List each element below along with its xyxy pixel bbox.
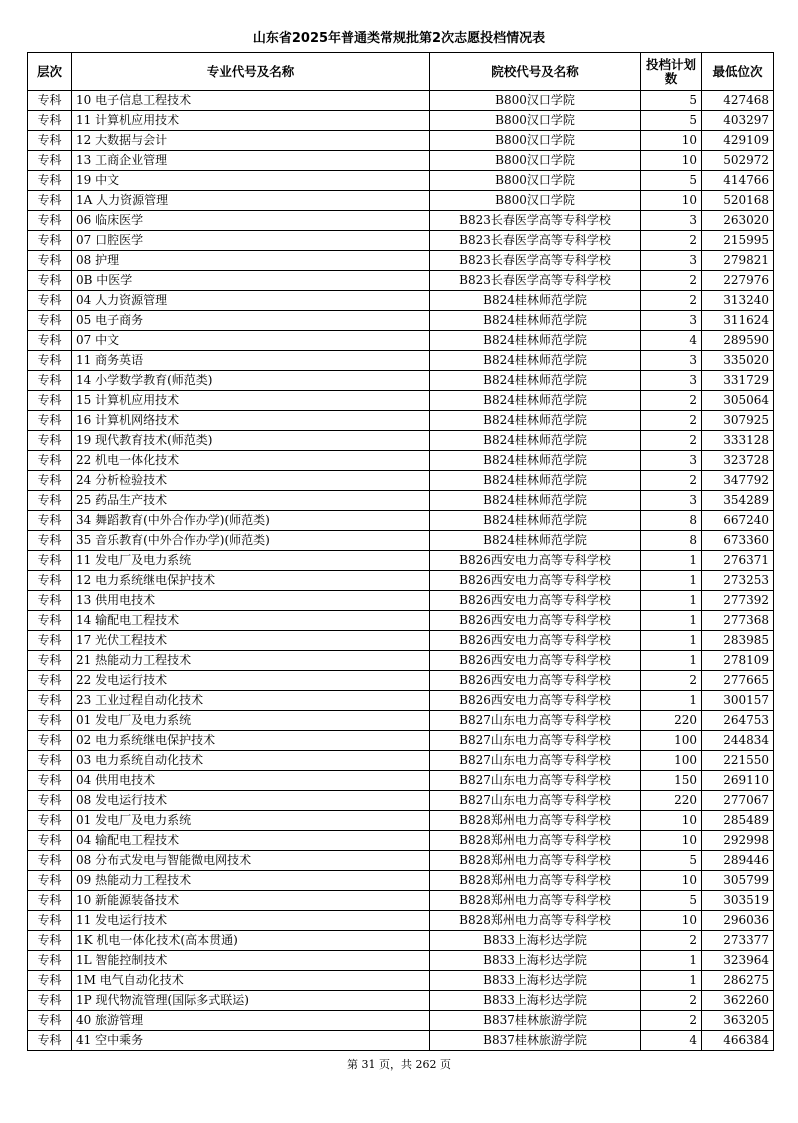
cell-school: B800汉口学院	[430, 91, 641, 111]
table-row	[28, 1011, 774, 1031]
cell-level: 专科	[28, 191, 72, 211]
cell-major: 11 发电运行技术	[72, 911, 430, 931]
cell-plan: 220	[641, 791, 702, 811]
cell-plan: 5	[641, 891, 702, 911]
table-row	[28, 471, 774, 491]
cell-level: 专科	[28, 391, 72, 411]
cell-rank: 227976	[702, 271, 774, 291]
cell-school: B824桂林师范学院	[430, 291, 641, 311]
cell-major: 01 发电厂及电力系统	[72, 811, 430, 831]
cell-level: 专科	[28, 971, 72, 991]
cell-rank: 673360	[702, 531, 774, 551]
cell-major: 1K 机电一体化技术(高本贯通)	[72, 931, 430, 951]
cell-level: 专科	[28, 751, 72, 771]
table-row	[28, 311, 774, 331]
cell-plan: 10	[641, 871, 702, 891]
cell-school: B826西安电力高等专科学校	[430, 611, 641, 631]
cell-school: B824桂林师范学院	[430, 351, 641, 371]
cell-major: 12 大数据与会计	[72, 131, 430, 151]
cell-school: B828郑州电力高等专科学校	[430, 831, 641, 851]
table-row	[28, 811, 774, 831]
cell-level: 专科	[28, 651, 72, 671]
cell-level: 专科	[28, 611, 72, 631]
page-footer: 第 31 页，共 262 页	[347, 1058, 451, 1071]
cell-school: B828郑州电力高等专科学校	[430, 851, 641, 871]
cell-major: 1L 智能控制技术	[72, 951, 430, 971]
cell-school: B826西安电力高等专科学校	[430, 631, 641, 651]
table-row	[28, 631, 774, 651]
table-row	[28, 411, 774, 431]
cell-major: 17 光伏工程技术	[72, 631, 430, 651]
cell-level: 专科	[28, 871, 72, 891]
cell-plan: 2	[641, 271, 702, 291]
cell-plan: 3	[641, 491, 702, 511]
cell-plan: 3	[641, 251, 702, 271]
cell-rank: 269110	[702, 771, 774, 791]
cell-level: 专科	[28, 791, 72, 811]
cell-major: 22 机电一体化技术	[72, 451, 430, 471]
cell-level: 专科	[28, 671, 72, 691]
table-row	[28, 771, 774, 791]
cell-school: B827山东电力高等专科学校	[430, 791, 641, 811]
cell-rank: 264753	[702, 711, 774, 731]
cell-plan: 1	[641, 951, 702, 971]
table-row	[28, 611, 774, 631]
cell-school: B823长春医学高等专科学校	[430, 271, 641, 291]
cell-plan: 4	[641, 331, 702, 351]
cell-rank: 305799	[702, 871, 774, 891]
cell-plan: 3	[641, 451, 702, 471]
cell-school: B827山东电力高等专科学校	[430, 751, 641, 771]
cell-school: B826西安电力高等专科学校	[430, 571, 641, 591]
cell-major: 12 电力系统继电保护技术	[72, 571, 430, 591]
cell-level: 专科	[28, 91, 72, 111]
cell-school: B833上海杉达学院	[430, 991, 641, 1011]
cell-plan: 5	[641, 111, 702, 131]
cell-rank: 283985	[702, 631, 774, 651]
cell-plan: 4	[641, 1031, 702, 1051]
cell-plan: 10	[641, 831, 702, 851]
cell-major: 01 发电厂及电力系统	[72, 711, 430, 731]
cell-plan: 100	[641, 731, 702, 751]
cell-plan: 5	[641, 851, 702, 871]
cell-major: 02 电力系统继电保护技术	[72, 731, 430, 751]
cell-level: 专科	[28, 631, 72, 651]
cell-major: 08 分布式发电与智能微电网技术	[72, 851, 430, 871]
cell-rank: 311624	[702, 311, 774, 331]
table-row	[28, 591, 774, 611]
cell-level: 专科	[28, 351, 72, 371]
cell-school: B837桂林旅游学院	[430, 1031, 641, 1051]
cell-plan: 2	[641, 411, 702, 431]
cell-level: 专科	[28, 371, 72, 391]
page-title: 山东省2025年普通类常规批第2次志愿投档情况表	[252, 31, 546, 46]
table-row	[28, 731, 774, 751]
cell-level: 专科	[28, 811, 72, 831]
table-row	[28, 671, 774, 691]
cell-school: B824桂林师范学院	[430, 471, 641, 491]
cell-major: 11 计算机应用技术	[72, 111, 430, 131]
table-row	[28, 191, 774, 211]
cell-major: 13 供用电技术	[72, 591, 430, 611]
cell-school: B828郑州电力高等专科学校	[430, 891, 641, 911]
cell-major: 11 发电厂及电力系统	[72, 551, 430, 571]
cell-major: 11 商务英语	[72, 351, 430, 371]
cell-major: 03 电力系统自动化技术	[72, 751, 430, 771]
table-row	[28, 151, 774, 171]
cell-major: 22 发电运行技术	[72, 671, 430, 691]
table-row	[28, 211, 774, 231]
cell-school: B824桂林师范学院	[430, 451, 641, 471]
cell-school: B828郑州电力高等专科学校	[430, 871, 641, 891]
cell-school: B823长春医学高等专科学校	[430, 251, 641, 271]
cell-level: 专科	[28, 311, 72, 331]
cell-rank: 244834	[702, 731, 774, 751]
table-row	[28, 431, 774, 451]
table-row	[28, 691, 774, 711]
cell-major: 10 电子信息工程技术	[72, 91, 430, 111]
table-row	[28, 131, 774, 151]
cell-plan: 1	[641, 691, 702, 711]
cell-plan: 1	[641, 651, 702, 671]
cell-rank: 300157	[702, 691, 774, 711]
cell-level: 专科	[28, 951, 72, 971]
table-row	[28, 551, 774, 571]
cell-plan: 8	[641, 531, 702, 551]
table-row	[28, 711, 774, 731]
cell-school: B826西安电力高等专科学校	[430, 671, 641, 691]
cell-school: B833上海杉达学院	[430, 951, 641, 971]
cell-rank: 278109	[702, 651, 774, 671]
cell-plan: 5	[641, 171, 702, 191]
cell-major: 05 电子商务	[72, 311, 430, 331]
cell-school: B823长春医学高等专科学校	[430, 211, 641, 231]
cell-rank: 276371	[702, 551, 774, 571]
table-row	[28, 951, 774, 971]
cell-rank: 279821	[702, 251, 774, 271]
cell-school: B826西安电力高等专科学校	[430, 691, 641, 711]
cell-plan: 2	[641, 231, 702, 251]
table-row	[28, 291, 774, 311]
cell-rank: 215995	[702, 231, 774, 251]
cell-major: 16 计算机网络技术	[72, 411, 430, 431]
header-level: 层次	[28, 53, 72, 91]
table-row	[28, 351, 774, 371]
table-row	[28, 991, 774, 1011]
cell-school: B826西安电力高等专科学校	[430, 651, 641, 671]
cell-rank: 502972	[702, 151, 774, 171]
cell-major: 24 分析检验技术	[72, 471, 430, 491]
cell-plan: 150	[641, 771, 702, 791]
table-row	[28, 571, 774, 591]
cell-plan: 5	[641, 91, 702, 111]
cell-major: 07 中文	[72, 331, 430, 351]
cell-plan: 3	[641, 311, 702, 331]
table-row	[28, 891, 774, 911]
cell-level: 专科	[28, 711, 72, 731]
cell-school: B833上海杉达学院	[430, 971, 641, 991]
cell-level: 专科	[28, 271, 72, 291]
cell-school: B826西安电力高等专科学校	[430, 591, 641, 611]
cell-school: B827山东电力高等专科学校	[430, 711, 641, 731]
table-row	[28, 271, 774, 291]
cell-major: 06 临床医学	[72, 211, 430, 231]
cell-rank: 323964	[702, 951, 774, 971]
cell-school: B824桂林师范学院	[430, 491, 641, 511]
cell-rank: 667240	[702, 511, 774, 531]
table-header-row	[28, 53, 774, 91]
cell-major: 25 药品生产技术	[72, 491, 430, 511]
cell-plan: 1	[641, 591, 702, 611]
cell-plan: 3	[641, 371, 702, 391]
cell-major: 21 热能动力工程技术	[72, 651, 430, 671]
table-row	[28, 931, 774, 951]
table-row	[28, 971, 774, 991]
cell-major: 08 发电运行技术	[72, 791, 430, 811]
cell-school: B800汉口学院	[430, 151, 641, 171]
cell-school: B800汉口学院	[430, 191, 641, 211]
header-major: 专业代号及名称	[72, 53, 430, 91]
cell-major: 13 工商企业管理	[72, 151, 430, 171]
table-row	[28, 911, 774, 931]
cell-level: 专科	[28, 231, 72, 251]
table-row	[28, 831, 774, 851]
cell-plan: 2	[641, 931, 702, 951]
cell-major: 04 人力资源管理	[72, 291, 430, 311]
cell-rank: 292998	[702, 831, 774, 851]
cell-rank: 466384	[702, 1031, 774, 1051]
table-row	[28, 111, 774, 131]
table-row	[28, 371, 774, 391]
cell-level: 专科	[28, 531, 72, 551]
cell-plan: 10	[641, 131, 702, 151]
cell-school: B824桂林师范学院	[430, 311, 641, 331]
table-row	[28, 251, 774, 271]
cell-rank: 273377	[702, 931, 774, 951]
cell-major: 41 空中乘务	[72, 1031, 430, 1051]
cell-rank: 289446	[702, 851, 774, 871]
cell-level: 专科	[28, 331, 72, 351]
cell-level: 专科	[28, 451, 72, 471]
cell-school: B827山东电力高等专科学校	[430, 771, 641, 791]
cell-major: 1M 电气自动化技术	[72, 971, 430, 991]
table-row	[28, 91, 774, 111]
cell-plan: 2	[641, 471, 702, 491]
cell-level: 专科	[28, 731, 72, 751]
cell-major: 14 输配电工程技术	[72, 611, 430, 631]
cell-rank: 277067	[702, 791, 774, 811]
table-row	[28, 231, 774, 251]
cell-school: B833上海杉达学院	[430, 931, 641, 951]
cell-school: B827山东电力高等专科学校	[430, 731, 641, 751]
cell-level: 专科	[28, 891, 72, 911]
cell-plan: 8	[641, 511, 702, 531]
cell-level: 专科	[28, 431, 72, 451]
cell-level: 专科	[28, 511, 72, 531]
cell-rank: 296036	[702, 911, 774, 931]
cell-major: 15 计算机应用技术	[72, 391, 430, 411]
cell-rank: 520168	[702, 191, 774, 211]
table-row	[28, 791, 774, 811]
cell-major: 34 舞蹈教育(中外合作办学)(师范类)	[72, 511, 430, 531]
cell-rank: 333128	[702, 431, 774, 451]
cell-rank: 313240	[702, 291, 774, 311]
cell-school: B824桂林师范学院	[430, 511, 641, 531]
cell-rank: 403297	[702, 111, 774, 131]
cell-plan: 10	[641, 911, 702, 931]
cell-school: B824桂林师范学院	[430, 371, 641, 391]
cell-rank: 289590	[702, 331, 774, 351]
table-body	[28, 91, 774, 1051]
cell-level: 专科	[28, 411, 72, 431]
cell-major: 19 现代教育技术(师范类)	[72, 431, 430, 451]
cell-major: 1P 现代物流管理(国际多式联运)	[72, 991, 430, 1011]
cell-rank: 277665	[702, 671, 774, 691]
cell-major: 10 新能源装备技术	[72, 891, 430, 911]
cell-level: 专科	[28, 591, 72, 611]
table-row	[28, 651, 774, 671]
cell-plan: 2	[641, 391, 702, 411]
cell-major: 0B 中医学	[72, 271, 430, 291]
cell-rank: 277392	[702, 591, 774, 611]
cell-major: 40 旅游管理	[72, 1011, 430, 1031]
cell-major: 14 小学数学教育(师范类)	[72, 371, 430, 391]
cell-level: 专科	[28, 291, 72, 311]
cell-level: 专科	[28, 551, 72, 571]
table-row	[28, 451, 774, 471]
cell-rank: 286275	[702, 971, 774, 991]
cell-school: B800汉口学院	[430, 131, 641, 151]
table-row	[28, 171, 774, 191]
header-rank: 最低位次	[702, 53, 774, 91]
cell-plan: 3	[641, 351, 702, 371]
cell-rank: 429109	[702, 131, 774, 151]
cell-level: 专科	[28, 911, 72, 931]
cell-plan: 2	[641, 671, 702, 691]
cell-plan: 3	[641, 211, 702, 231]
cell-plan: 10	[641, 191, 702, 211]
cell-level: 专科	[28, 691, 72, 711]
cell-school: B800汉口学院	[430, 171, 641, 191]
cell-major: 08 护理	[72, 251, 430, 271]
cell-level: 专科	[28, 831, 72, 851]
cell-major: 35 音乐教育(中外合作办学)(师范类)	[72, 531, 430, 551]
cell-plan: 1	[641, 611, 702, 631]
cell-rank: 335020	[702, 351, 774, 371]
cell-rank: 285489	[702, 811, 774, 831]
cell-plan: 2	[641, 431, 702, 451]
admission-table	[27, 52, 774, 1051]
cell-rank: 277368	[702, 611, 774, 631]
header-plan: 投档计划数	[641, 53, 702, 91]
cell-school: B828郑州电力高等专科学校	[430, 911, 641, 931]
cell-rank: 303519	[702, 891, 774, 911]
cell-level: 专科	[28, 491, 72, 511]
cell-level: 专科	[28, 171, 72, 191]
cell-major: 19 中文	[72, 171, 430, 191]
cell-level: 专科	[28, 131, 72, 151]
cell-level: 专科	[28, 851, 72, 871]
cell-school: B826西安电力高等专科学校	[430, 551, 641, 571]
cell-level: 专科	[28, 251, 72, 271]
cell-major: 07 口腔医学	[72, 231, 430, 251]
cell-rank: 305064	[702, 391, 774, 411]
cell-plan: 220	[641, 711, 702, 731]
cell-school: B800汉口学院	[430, 111, 641, 131]
cell-school: B823长春医学高等专科学校	[430, 231, 641, 251]
cell-plan: 1	[641, 571, 702, 591]
cell-rank: 354289	[702, 491, 774, 511]
table-row	[28, 851, 774, 871]
table-row	[28, 391, 774, 411]
cell-plan: 10	[641, 811, 702, 831]
cell-rank: 363205	[702, 1011, 774, 1031]
cell-school: B824桂林师范学院	[430, 531, 641, 551]
cell-rank: 273253	[702, 571, 774, 591]
table-row	[28, 531, 774, 551]
cell-school: B824桂林师范学院	[430, 391, 641, 411]
table-row	[28, 491, 774, 511]
cell-level: 专科	[28, 1031, 72, 1051]
table-row	[28, 511, 774, 531]
cell-school: B824桂林师范学院	[430, 411, 641, 431]
cell-level: 专科	[28, 151, 72, 171]
cell-plan: 1	[641, 631, 702, 651]
cell-rank: 331729	[702, 371, 774, 391]
table-row	[28, 751, 774, 771]
cell-school: B824桂林师范学院	[430, 431, 641, 451]
cell-plan: 100	[641, 751, 702, 771]
cell-major: 04 输配电工程技术	[72, 831, 430, 851]
cell-plan: 2	[641, 1011, 702, 1031]
cell-plan: 1	[641, 551, 702, 571]
cell-rank: 414766	[702, 171, 774, 191]
table-row	[28, 1031, 774, 1051]
cell-rank: 362260	[702, 991, 774, 1011]
cell-rank: 427468	[702, 91, 774, 111]
cell-plan: 10	[641, 151, 702, 171]
cell-major: 23 工业过程自动化技术	[72, 691, 430, 711]
header-school: 院校代号及名称	[430, 53, 641, 91]
cell-rank: 323728	[702, 451, 774, 471]
cell-major: 04 供用电技术	[72, 771, 430, 791]
cell-level: 专科	[28, 771, 72, 791]
cell-level: 专科	[28, 571, 72, 591]
cell-rank: 347792	[702, 471, 774, 491]
cell-rank: 221550	[702, 751, 774, 771]
cell-plan: 1	[641, 971, 702, 991]
table-row	[28, 871, 774, 891]
cell-level: 专科	[28, 931, 72, 951]
cell-school: B837桂林旅游学院	[430, 1011, 641, 1031]
cell-level: 专科	[28, 991, 72, 1011]
cell-major: 09 热能动力工程技术	[72, 871, 430, 891]
cell-rank: 307925	[702, 411, 774, 431]
cell-major: 1A 人力资源管理	[72, 191, 430, 211]
cell-rank: 263020	[702, 211, 774, 231]
cell-plan: 2	[641, 291, 702, 311]
table-row	[28, 331, 774, 351]
cell-school: B828郑州电力高等专科学校	[430, 811, 641, 831]
cell-plan: 2	[641, 991, 702, 1011]
cell-level: 专科	[28, 111, 72, 131]
cell-level: 专科	[28, 211, 72, 231]
cell-level: 专科	[28, 471, 72, 491]
cell-school: B824桂林师范学院	[430, 331, 641, 351]
cell-level: 专科	[28, 1011, 72, 1031]
